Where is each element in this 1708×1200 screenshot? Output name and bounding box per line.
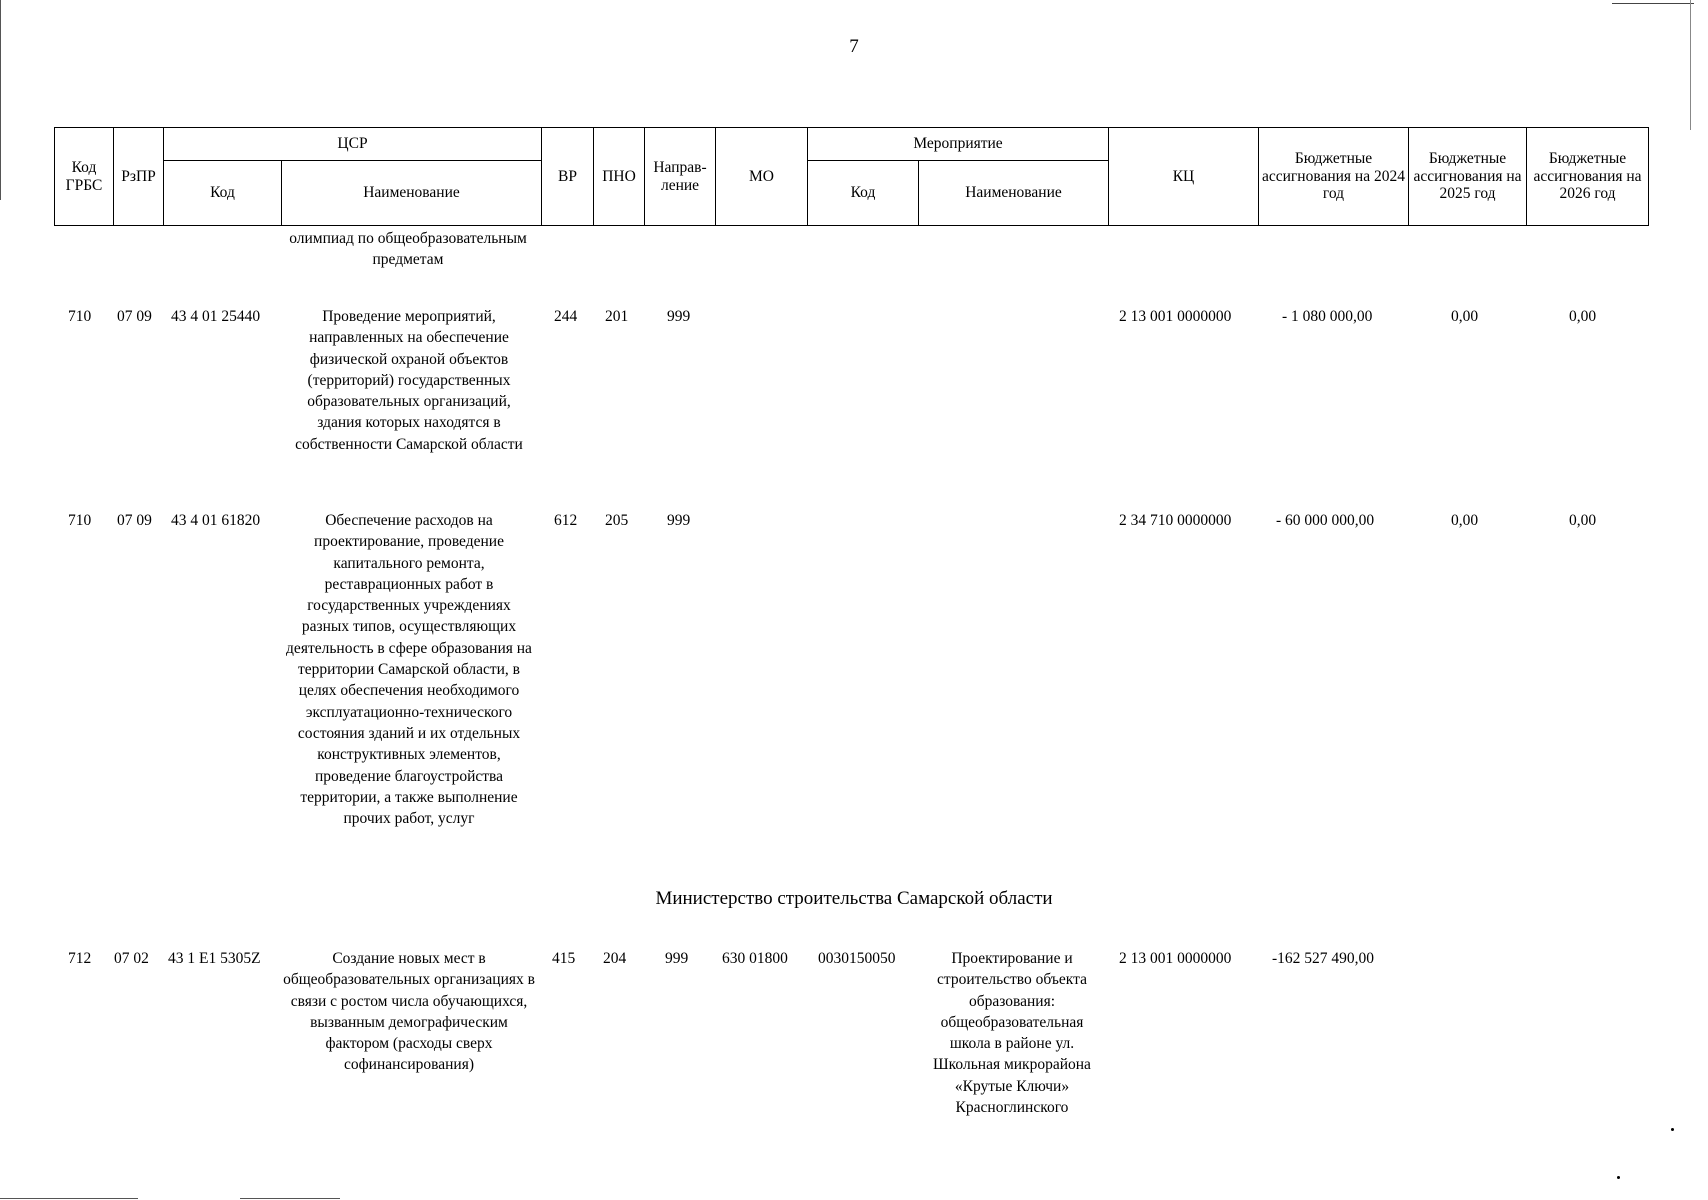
cell-budget-2024: -162 527 490,00	[1272, 950, 1375, 967]
col-budget-2025: Бюджетные ассигнования на 2025 год	[1409, 128, 1527, 226]
cell-mer-kod: 0030150050	[818, 950, 896, 967]
cell-pno: 205	[605, 512, 629, 529]
cell-vr: 612	[554, 512, 578, 529]
cell-rzpr: 07 02	[114, 950, 149, 967]
section-heading: Министерство строительства Самарской области	[655, 888, 1053, 909]
col-mer-name: Наименование	[919, 161, 1109, 226]
cell-vr: 244	[554, 308, 578, 325]
cell-budget-2026: 0,00	[1569, 308, 1597, 325]
col-mo: МО	[716, 128, 808, 226]
cell-csr-name: Проведение мероприятий, направленных на обеспечение физической охраной объектов (территорий) государственных образовательных организаций, здания которых находятся в собственности Самарской области	[295, 308, 523, 453]
cell-grbs: 710	[68, 512, 92, 529]
scan-edge-line	[0, 1198, 138, 1199]
cell-grbs: 710	[68, 308, 92, 325]
cell-budget-2025: 0,00	[1451, 308, 1479, 325]
scan-edge-line	[1690, 0, 1691, 130]
col-csr: ЦСР	[164, 128, 542, 161]
page-number: 7	[849, 36, 859, 57]
cell-budget-2025: 0,00	[1451, 512, 1479, 529]
cell-csr-name: Создание новых мест в общеобразовательных организациях в связи с ростом числа обучающихся, вызванным демографическим фактором (расходы сверх софинансирования)	[283, 950, 535, 1074]
cell-csr-kod: 43 4 01 25440	[171, 308, 261, 325]
cell-mo: 630 01800	[722, 950, 788, 967]
cell-csr-kod: 43 1 E1 5305Z	[168, 950, 261, 967]
scan-edge-line	[1612, 3, 1694, 4]
scan-edge-line	[240, 1198, 340, 1199]
col-csr-name: Наименование	[282, 161, 542, 226]
table-header	[54, 127, 1649, 226]
col-meropriyatie: Мероприятие	[808, 128, 1109, 161]
cell-vr: 415	[552, 950, 576, 967]
col-budget-2024: Бюджетные ассигнования на 2024 год	[1259, 128, 1409, 226]
cell-budget-2024: - 60 000 000,00	[1276, 512, 1375, 529]
cell-budget-2026: 0,00	[1569, 512, 1597, 529]
col-kc: КЦ	[1109, 128, 1259, 226]
scan-speck	[1671, 1128, 1674, 1131]
col-budget-2026: Бюджетные ассигнования на 2026 год	[1527, 128, 1649, 226]
cell-mer-name: Проектирование и строительство объекта образования: общеобразовательная школа в районе ул. Школьная микрорайона «Крутые Ключи» Красноглинского	[933, 950, 1091, 1117]
cell-napr: 999	[667, 308, 691, 325]
cell-rzpr: 07 09	[117, 308, 152, 325]
col-mer-kod: Код	[808, 161, 919, 226]
cell-pno: 201	[605, 308, 629, 325]
cell-kc: 2 13 001 0000000	[1119, 308, 1232, 325]
col-vr: ВР	[542, 128, 594, 226]
col-pno: ПНО	[594, 128, 645, 226]
cell-csr-name: Обеспечение расходов на проектирование, проведение капитального ремонта, реставрационных работ в государственных учреждениях разных типов, осуществляющих деятельность в сфере образования на территории Самарской области, в целях обеспечения необходимого эксплуатационно-технического состояния зданий и их отдельных конструктивных элементов, проведение благоустройства территории, а также выполнение прочих работ, услуг	[286, 512, 532, 828]
cell-budget-2024: - 1 080 000,00	[1282, 308, 1373, 325]
cell-rzpr: 07 09	[117, 512, 152, 529]
cell-pno: 204	[603, 950, 627, 967]
cell-kc: 2 34 710 0000000	[1119, 512, 1232, 529]
col-napravlenie: Направ-ление	[645, 128, 716, 226]
col-kod-grbs: Код ГРБС	[55, 128, 114, 226]
cell-napr: 999	[665, 950, 689, 967]
continuation-name: олимпиад по общеобразовательным предметам	[289, 230, 527, 269]
cell-napr: 999	[667, 512, 691, 529]
cell-kc: 2 13 001 0000000	[1119, 950, 1232, 967]
col-rzpr: РзПР	[114, 128, 164, 226]
cell-csr-kod: 43 4 01 61820	[171, 512, 261, 529]
scan-speck	[1617, 1176, 1620, 1179]
scan-edge-line	[0, 0, 1, 200]
cell-grbs: 712	[68, 950, 92, 967]
col-csr-kod: Код	[164, 161, 282, 226]
